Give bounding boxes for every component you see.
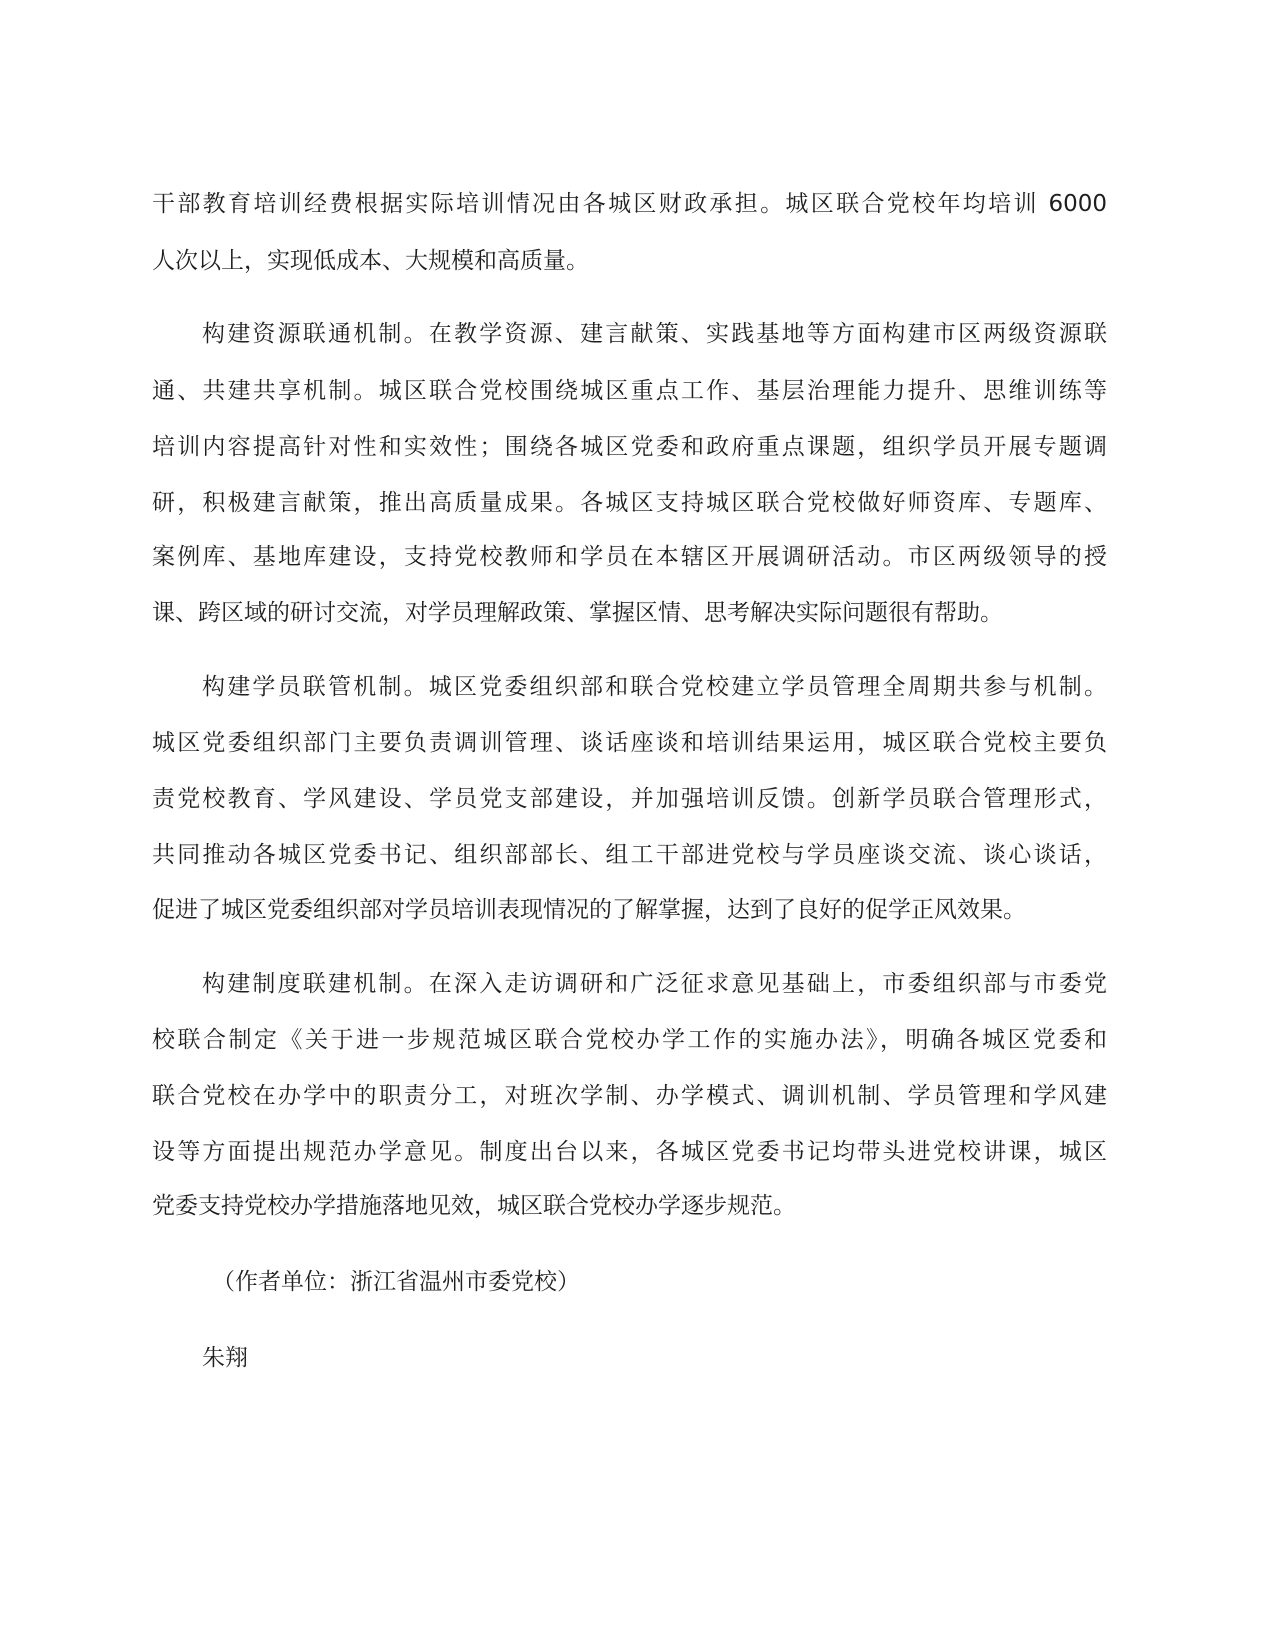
author-unit: （作者单位：浙江省温州市委党校） [212, 1269, 580, 1295]
paragraph-line: 构建制度联建机制。在深入走访调研和广泛征求意见基础上，市委组织部与市委党 [202, 971, 1107, 997]
paragraph-line: 校联合制定《关于进一步规范城区联合党校办学工作的实施办法》，明确各城区党委和 [152, 1027, 1107, 1053]
document-page [152, 0, 1107, 1650]
paragraph-line: 培训内容提高针对性和实效性；围绕各城区党委和政府重点课题，组织学员开展专题调 [152, 434, 1107, 460]
paragraph-line: 研，积极建言献策，推出高质量成果。各城区支持城区联合党校做好师资库、专题库、 [152, 490, 1107, 516]
paragraph-line: 通、共建共享机制。城区联合党校围绕城区重点工作、基层治理能力提升、思维训练等 [152, 378, 1107, 404]
paragraph-line: 促进了城区党委组织部对学员培训表现情况的了解掌握，达到了良好的促学正风效果。 [152, 897, 1026, 923]
paragraph-line: 干部教育培训经费根据实际培训情况由各城区财政承担。城区联合党校年均培训 6000 [152, 191, 1107, 217]
paragraph-line: 人次以上，实现低成本、大规模和高质量。 [152, 248, 589, 274]
paragraph-line: 课、跨区域的研讨交流，对学员理解政策、掌握区情、思考解决实际问题很有帮助。 [152, 600, 1003, 626]
paragraph-line: 联合党校在办学中的职责分工，对班次学制、办学模式、调训机制、学员管理和学风建 [152, 1083, 1107, 1109]
paragraph-line: 城区党委组织部门主要负责调训管理、谈话座谈和培训结果运用，城区联合党校主要负 [152, 730, 1107, 756]
paragraph-line: 构建学员联管机制。城区党委组织部和联合党校建立学员管理全周期共参与机制。 [202, 674, 1107, 700]
paragraph-line: 责党校教育、学风建设、学员党支部建设，并加强培训反馈。创新学员联合管理形式， [152, 786, 1107, 812]
paragraph-line: 案例库、基地库建设，支持党校教师和学员在本辖区开展调研活动。市区两级领导的授 [152, 544, 1107, 570]
paragraph-line: 设等方面提出规范办学意见。制度出台以来，各城区党委书记均带头进党校讲课，城区 [152, 1139, 1107, 1165]
paragraph-line: 构建资源联通机制。在教学资源、建言献策、实践基地等方面构建市区两级资源联 [202, 321, 1107, 347]
author-name: 朱翔 [202, 1345, 248, 1371]
paragraph-line: 共同推动各城区党委书记、组织部部长、组工干部进党校与学员座谈交流、谈心谈话， [152, 842, 1107, 868]
paragraph-line: 党委支持党校办学措施落地见效，城区联合党校办学逐步规范。 [152, 1193, 796, 1219]
